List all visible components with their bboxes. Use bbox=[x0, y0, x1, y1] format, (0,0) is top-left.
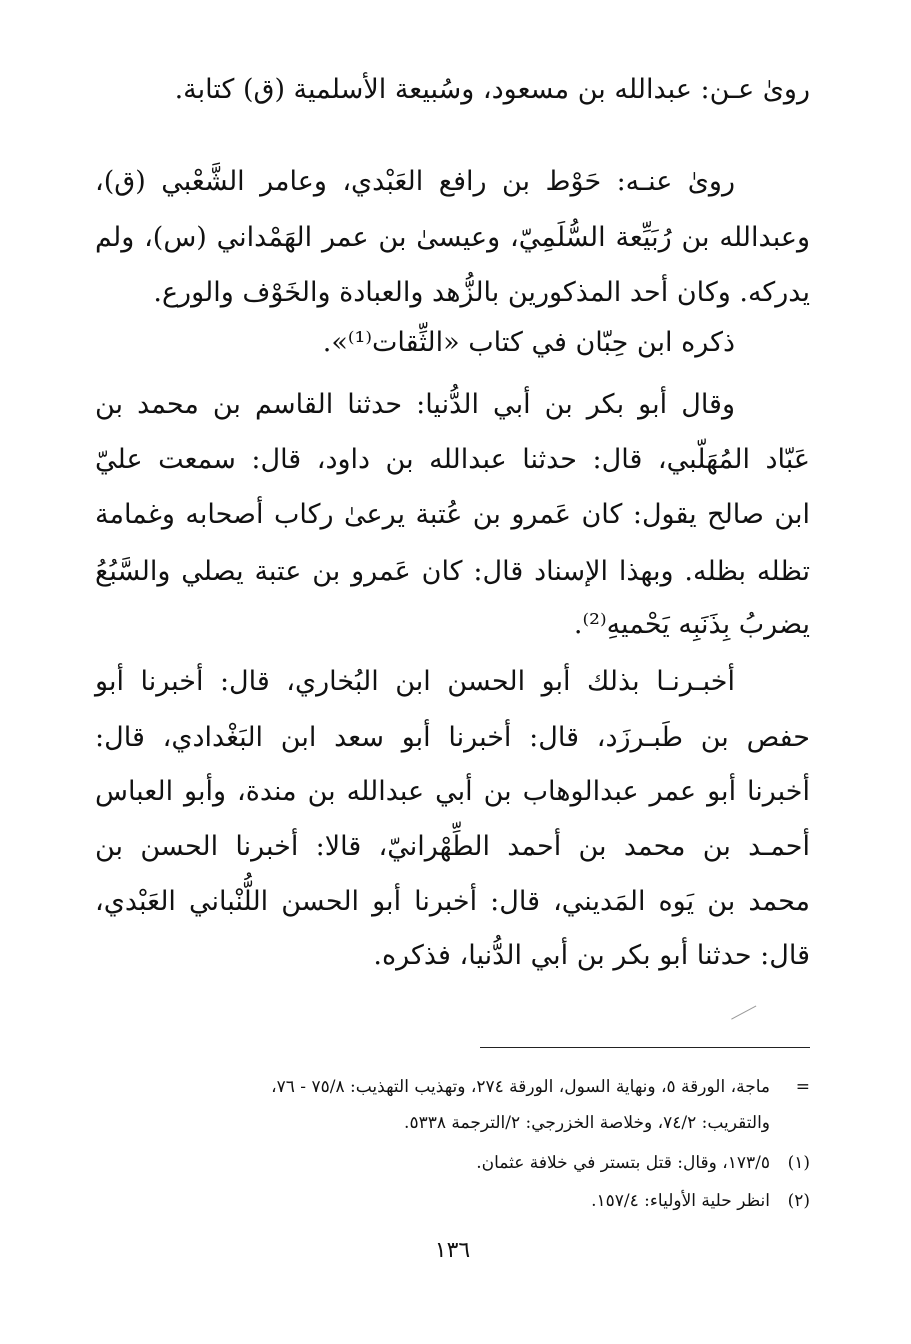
text-line: أخبـرنـا بذلك أبو الحسن ابن البُخاري، قال: أخبرنا أبو bbox=[95, 666, 735, 697]
text-line: حفص بن طَبـرزَد، قال: أخبرنا أبو سعد ابن البَغْدادي، قال: bbox=[95, 722, 810, 753]
text-line: وعبدالله بن رُبَيِّعة السُّلَمِيّ، وعيسىٰ بن عمر الهَمْداني (س)، ولم bbox=[95, 222, 810, 253]
text-line: رویٰ عنـه: حَوْط بن رافع العَبْدي، وعامر الشَّعْبي (ق)، bbox=[95, 166, 735, 197]
book-page bbox=[95, 0, 810, 1344]
footnote-mark: (١) bbox=[787, 1153, 810, 1173]
footnote-mark: (٢) bbox=[787, 1191, 810, 1211]
footnote-text: ١٧٣/٥، وقال: قتل بتستر في خلافة عثمان. bbox=[476, 1153, 770, 1173]
text-line: رویٰ عـن: عبدالله بن مسعود، وسُبيعة الأسلمية (ق) كتابة. bbox=[174, 74, 810, 105]
text-line: أحمـد بن محمد بن أحمد الطِّهْرانيّ، قالا: أخبرنا الحسن بن bbox=[95, 831, 810, 862]
footnote bbox=[95, 1150, 810, 1176]
text-line: ذكره ابن حِبّان في كتاب «الثِّقات⁽¹⁾». bbox=[322, 327, 735, 358]
footnote bbox=[95, 1188, 810, 1214]
text-line: ابن صالح يقول: كان عَمرو بن عُتبة يرعىٰ ركاب أصحابه وغمامة bbox=[95, 499, 810, 530]
stray-pen-mark bbox=[731, 1006, 757, 1021]
footnote-text: ماجة، الورقة ٥، ونهاية السول، الورقة ٢٧٤، وتهذيب التهذيب: ٧٥/٨ - ٧٦، bbox=[271, 1077, 770, 1097]
footnote bbox=[95, 1074, 810, 1100]
footnote-text: والتقريب: ٧٤/٢، وخلاصة الخزرجي: ٢/الترجمة ٥٣٣٨. bbox=[404, 1113, 770, 1133]
text-line: يدركه. وكان أحد المذكورين بالزُّهد والعبادة والخَوْف والورع. bbox=[153, 277, 810, 308]
text-line: يضربُ بِذَنَبِه يَحْميهِ⁽²⁾. bbox=[573, 609, 810, 640]
text-line: أخبرنا أبو عمر عبدالوهاب بن أبي عبدالله بن مندة، وأبو العباس bbox=[95, 776, 810, 807]
text-line: تظله بظله. وبهذا الإسناد قال: كان عَمرو بن عتبة يصلي والسَّبُعُ bbox=[95, 556, 810, 587]
footnote-mark: = bbox=[795, 1077, 810, 1097]
footnote bbox=[95, 1110, 810, 1136]
page-number: ١٣٦ bbox=[434, 1238, 471, 1263]
footnote-separator bbox=[480, 1047, 810, 1048]
text-line: قال: حدثنا أبو بكر بن أبي الدُّنيا، فذكره. bbox=[373, 940, 810, 971]
text-line: محمد بن يَوه المَديني، قال: أخبرنا أبو الحسن اللُّنْباني العَبْدي، bbox=[95, 886, 810, 917]
footnote-text: انظر حلية الأولياء: ١٥٧/٤. bbox=[591, 1191, 770, 1211]
text-line: وقال أبو بكر بن أبي الدُّنيا: حدثنا القاسم بن محمد بن bbox=[95, 389, 735, 420]
text-line: عَبّاد المُهَلّبي، قال: حدثنا عبدالله بن داود، قال: سمعت عليّ bbox=[95, 444, 810, 475]
